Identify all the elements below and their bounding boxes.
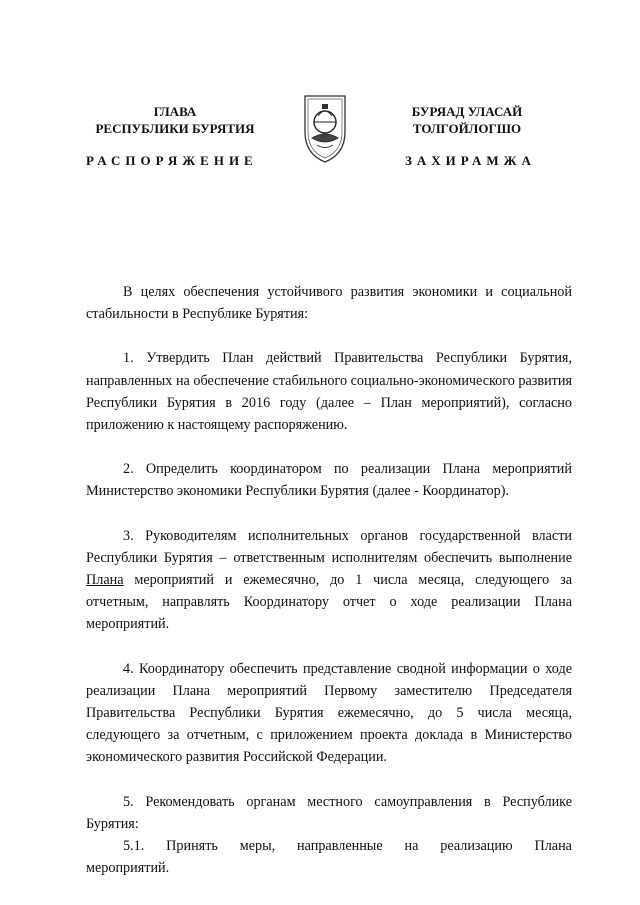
issuer-header-russian xyxy=(80,103,270,137)
issuer-region-buryat: БУРЯАД УЛАСАЙ xyxy=(411,104,523,119)
item-5-1-word: реализацию xyxy=(440,838,513,855)
doc-type-buryat: ЗАХИРАМЖА xyxy=(405,153,536,168)
item-4-paragraph: 4. Координатору обеспечить представление сводной информации о ходе реализации Плана мероприятий Первому заместителю Председателя Правительства Республики Бурятия ежемесячно, до 5 числа месяца, следующего за отчетным, с приложением проекта доклада в Министерство экономического развития Российской Федерации. xyxy=(86,660,572,766)
item-1-paragraph: 1. Утвердить План действий Правительства Республики Бурятия, направленных на обеспечение стабильного социально-экономического развития Республики Бурятия в 2016 году (далее – План мероприятий), согласно приложению к настоящему распоряжению. xyxy=(86,350,572,434)
item-5-1-word: Плана xyxy=(534,838,572,855)
item-5-1-word: меры, xyxy=(239,838,276,855)
item-3-text-b: мероприятий и ежемесячно, до 1 числа месяца, следующего за отчетным, направлять Координатору отчет о ходе реализации Плана мероприятий. xyxy=(86,572,572,633)
issuer-title-buryat: ТОЛГОЙЛОГШО xyxy=(412,121,522,136)
issuer-region: РЕСПУБЛИКИ БУРЯТИЯ xyxy=(95,121,255,136)
item-5-1-word: на xyxy=(404,838,419,855)
item-3-text-a: 3. Руководителям исполнительных органов государственной власти Республики Бурятия – ответственным исполнителям обеспечить выполнение xyxy=(86,527,572,566)
item-5-1-continuation: мероприятий. xyxy=(86,860,170,877)
document-body xyxy=(86,281,572,879)
item-5-1-word: 5.1. xyxy=(123,838,145,855)
issuer-header-buryat xyxy=(382,103,552,137)
item-2-paragraph: 2. Определить координатором по реализации Плана мероприятий Министерство экономики Республики Бурятия (далее - Координатор). xyxy=(86,461,572,500)
item-5-1-word: Принять xyxy=(166,838,218,855)
coat-of-arms-emblem-icon xyxy=(301,92,349,164)
item-3-paragraph xyxy=(86,525,572,636)
item-5-1-line xyxy=(86,835,572,857)
intro-paragraph: В целях обеспечения устойчивого развития экономики и социальной стабильности в Республике Бурятия: xyxy=(86,284,572,323)
doc-type-russian: РАСПОРЯЖЕНИЕ xyxy=(86,153,258,168)
issuer-title: ГЛАВА xyxy=(153,104,197,119)
item-5-1-word: направленные xyxy=(297,838,383,855)
plan-link[interactable]: Плана xyxy=(86,572,124,589)
item-5-paragraph: 5. Рекомендовать органам местного самоуправления в Республике Бурятия: xyxy=(86,793,572,832)
